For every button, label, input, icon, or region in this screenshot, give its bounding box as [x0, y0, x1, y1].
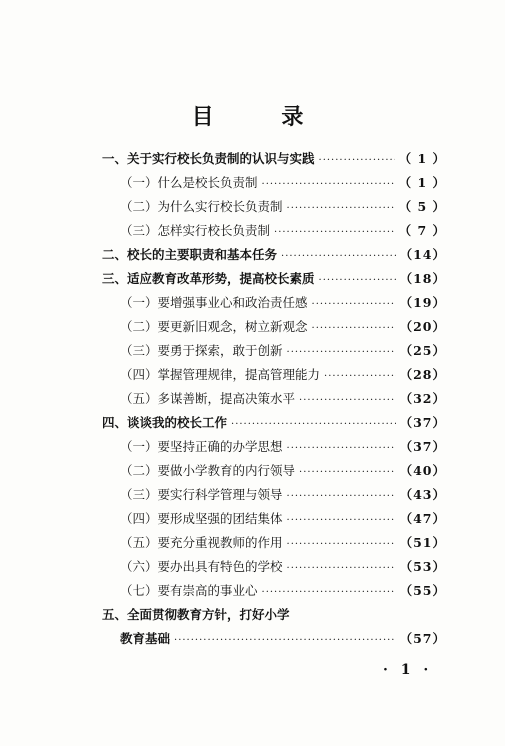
- toc-entry-page: （18）: [399, 271, 446, 286]
- toc-entry: [102, 413, 446, 437]
- toc-entry-page: （14）: [399, 247, 446, 262]
- toc-entry-title: （一）要增强事业心和政治责任感: [120, 295, 308, 310]
- toc-entry: [102, 173, 446, 197]
- toc-entry: [102, 389, 446, 413]
- toc-entry: [102, 605, 446, 629]
- toc-leader-dots: [287, 491, 396, 502]
- toc-leader-dots: [287, 443, 396, 454]
- toc-entry: [102, 533, 446, 557]
- toc-entry-title: 教育基础: [120, 631, 171, 646]
- toc-leader-dots: [174, 635, 396, 646]
- toc-leader-dots: [299, 395, 396, 406]
- toc-entry-title: （五）要充分重视教师的作用: [120, 535, 283, 550]
- toc-entry-page: （57）: [399, 631, 446, 646]
- toc-entry-page: （37）: [399, 415, 446, 430]
- toc-entry: [102, 197, 446, 221]
- toc-entry-title: （五）多谋善断，提高决策水平: [120, 391, 296, 406]
- toc-entry-page: （53）: [399, 559, 446, 574]
- toc-entry-title: （二）要更新旧观念，树立新观念: [120, 319, 308, 334]
- toc-entry: [102, 629, 446, 653]
- toc-leader-dots: [287, 539, 396, 550]
- toc-entry: [102, 293, 446, 317]
- toc-entry-title: 三、适应教育改革形势，提高校长素质: [102, 271, 315, 286]
- toc-leader-dots: [299, 467, 396, 478]
- toc-leader-dots: [324, 371, 396, 382]
- toc-entry-page: （51）: [399, 535, 446, 550]
- toc-entry-page: （55）: [399, 583, 446, 598]
- toc-entry-page: （47）: [399, 511, 446, 526]
- toc-leader-dots: [287, 563, 396, 574]
- toc-entry-title: （七）要有崇高的事业心: [120, 583, 258, 598]
- toc-entry-title: （四）掌握管理规律，提高管理能力: [120, 367, 321, 382]
- toc-entry-title: 五、全面贯彻教育方针，打好小学: [102, 607, 290, 622]
- toc-leader-dots: [274, 227, 395, 238]
- toc-entry-title: （三）要实行科学管理与领导: [120, 487, 283, 502]
- toc-leader-dots: [231, 419, 396, 430]
- toc-entry-title: 二、校长的主要职责和基本任务: [102, 247, 278, 262]
- toc-entry-title: （六）要办出具有特色的学校: [120, 559, 283, 574]
- toc-entry-title: （二）为什么实行校长负责制: [120, 199, 283, 214]
- toc-leader-dots: [312, 323, 396, 334]
- toc-leader-dots: [262, 179, 395, 190]
- toc-entry-title: （三）怎样实行校长负责制: [120, 223, 271, 238]
- toc-leader-dots: [287, 347, 396, 358]
- toc-entry-page: （ 5 ）: [398, 199, 446, 214]
- toc-entry: [102, 221, 446, 245]
- toc-entry-page: （32）: [399, 391, 446, 406]
- toc-entry: [102, 557, 446, 581]
- toc-entry-page: （28）: [399, 367, 446, 382]
- toc-entry-title: （二）要做小学教育的内行领导: [120, 463, 296, 478]
- toc-leader-dots: [281, 251, 396, 262]
- toc-entry: [102, 485, 446, 509]
- toc-entry-page: （40）: [399, 463, 446, 478]
- toc-entry: [102, 269, 446, 293]
- toc-entry: [102, 437, 446, 461]
- toc-leader-dots: [287, 203, 395, 214]
- toc-entry: [102, 365, 446, 389]
- toc-entry-title: 一、关于实行校长负责制的认识与实践: [102, 151, 315, 166]
- toc-entry-page: （19）: [399, 295, 446, 310]
- toc-entry: [102, 509, 446, 533]
- page-number: · 1 ·: [383, 662, 433, 678]
- toc-entry-page: （ 7 ）: [398, 223, 446, 238]
- toc-entry-title: （一）什么是校长负责制: [120, 175, 258, 190]
- toc-entry-page: （37）: [399, 439, 446, 454]
- toc-entry-title: （三）要勇于探索，敢于创新: [120, 343, 283, 358]
- toc-leader-dots: [319, 275, 396, 286]
- toc-leader-dots: [312, 299, 396, 310]
- toc-entry: [102, 341, 446, 365]
- toc-entry-page: （ 1 ）: [398, 175, 446, 190]
- toc-entry-title: （四）要形成坚强的团结集体: [120, 511, 283, 526]
- table-of-contents: [102, 149, 446, 653]
- toc-entry-page: （43）: [399, 487, 446, 502]
- toc-entry-page: （20）: [399, 319, 446, 334]
- toc-entry: [102, 149, 446, 173]
- toc-entry: [102, 581, 446, 605]
- toc-entry: [102, 317, 446, 341]
- toc-entry-title: 四、谈谈我的校长工作: [102, 415, 228, 430]
- toc-entry-title: （一）要坚持正确的办学思想: [120, 439, 283, 454]
- toc-entry-page: （25）: [399, 343, 446, 358]
- toc-entry: [102, 245, 446, 269]
- toc-leader-dots: [262, 587, 396, 598]
- toc-leader-dots: [287, 515, 396, 526]
- page-title: 目 录: [191, 104, 334, 130]
- toc-leader-dots: [319, 155, 395, 166]
- toc-entry: [102, 461, 446, 485]
- toc-entry-page: （ 1 ）: [398, 151, 446, 166]
